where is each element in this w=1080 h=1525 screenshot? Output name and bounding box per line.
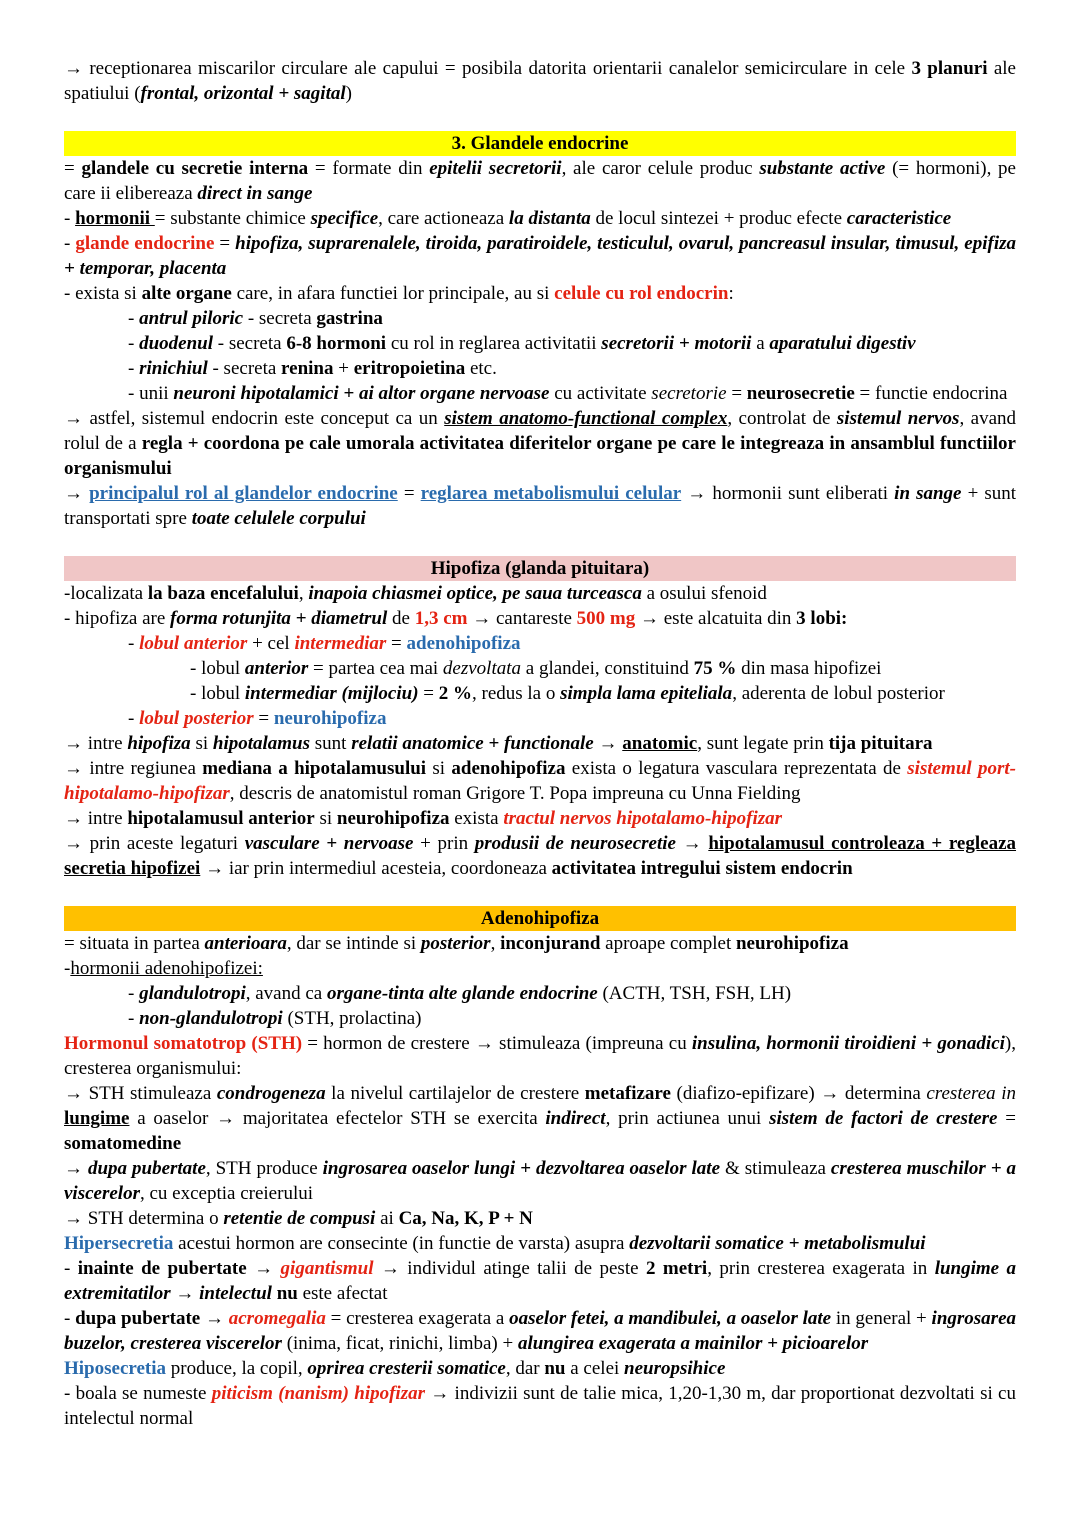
text-segment: → intre	[64, 733, 128, 754]
paragraph	[64, 631, 1016, 656]
text-segment: neuroni hipotalamici + ai altor organe nervoase	[173, 383, 550, 404]
paragraph	[64, 381, 1016, 406]
paragraph	[64, 806, 1016, 831]
text-segment: =	[397, 483, 421, 504]
text-segment: cu rol in reglarea activitatii	[386, 333, 602, 354]
text-segment: =	[386, 633, 407, 654]
text-segment: din masa hipofizei	[736, 658, 882, 679]
text-segment: → cantareste	[467, 608, 577, 629]
paragraph	[64, 1356, 1016, 1381]
paragraph	[64, 1206, 1016, 1231]
text-segment: relatii anatomice + functionale	[351, 733, 594, 754]
text-segment: gastrina	[316, 308, 383, 329]
text-segment: hormonii adenohipofizei:	[70, 958, 263, 979]
text-segment: ,	[298, 583, 309, 604]
text-segment: exista o legatura vasculara reprezentata de	[565, 758, 908, 779]
text-segment: →	[170, 1283, 200, 1304]
text-segment: de	[387, 608, 415, 629]
text-segment: la distanta	[508, 208, 591, 229]
text-segment: hipofiza	[127, 733, 191, 754]
text-segment: 2 %	[438, 683, 472, 704]
text-segment: (= hormoni), pe care ii elibereaza	[64, 158, 1016, 204]
text-segment: - boala se numeste	[64, 1383, 212, 1404]
text-segment: ,	[490, 933, 501, 954]
text-segment: +	[333, 358, 354, 379]
text-segment: 3 planuri	[911, 58, 988, 79]
text-segment: neuropsihice	[624, 1358, 726, 1379]
text-segment: =	[418, 683, 439, 704]
text-segment: =	[214, 233, 236, 254]
text-segment: epitelii secretorii	[429, 158, 562, 179]
text-segment: , dar se intinde si	[286, 933, 421, 954]
text-segment: antrul piloric	[139, 308, 244, 329]
text-segment: →	[64, 483, 90, 504]
text-segment: non-glandulotropi	[139, 1008, 283, 1029]
text-segment: metafizare	[584, 1083, 671, 1104]
text-segment: → receptionarea miscarilor circulare ale capului = posibila datorita orientarii canalelor semicirculare in cele	[64, 58, 912, 79]
paragraph	[64, 1156, 1016, 1206]
text-segment: cu activitate	[549, 383, 652, 404]
document-body	[64, 56, 1016, 1431]
text-segment: = formate din	[308, 158, 430, 179]
text-segment: → intre	[64, 808, 128, 829]
text-segment: →	[593, 733, 623, 754]
text-segment: tractul nervos hipotalamo-hipofizar	[503, 808, 783, 829]
text-segment: → individul atinge talii de peste	[373, 1258, 646, 1279]
paragraph	[64, 156, 1016, 206]
text-segment: , avand ca	[245, 983, 327, 1004]
text-segment: 75 %	[693, 658, 737, 679]
text-segment: Hipersecretia	[64, 1233, 174, 1254]
text-segment: inapoia chiasmei optice, pe saua turceasca	[308, 583, 642, 604]
text-segment: specifice	[310, 208, 379, 229]
text-segment: acromegalia	[228, 1308, 326, 1329]
text-segment: in sange	[894, 483, 962, 504]
text-segment: activitatea intregului sistem endocrin	[551, 858, 853, 879]
text-segment: anterior	[244, 658, 309, 679]
paragraph	[64, 681, 1016, 706]
text-segment: = functie endocrina	[854, 383, 1008, 404]
text-segment: glande endocrine	[75, 233, 215, 254]
text-segment: oprirea cresterii somatice	[307, 1358, 506, 1379]
text-segment: (diafizo-epifizare) → determina	[670, 1083, 927, 1104]
text-segment: neurosecretie	[746, 383, 855, 404]
text-segment: hipotalamusul controleaza + regleaza secretia hipofizei	[64, 833, 1017, 879]
text-segment: → intre regiunea	[64, 758, 203, 779]
paragraph	[64, 356, 1016, 381]
text-segment: principalul rol al glandelor endocrine	[89, 483, 398, 504]
text-segment: -	[128, 633, 140, 654]
text-segment: dezvoltata	[442, 658, 522, 679]
text-segment: + prin	[413, 833, 475, 854]
text-segment: (STH, prolactina)	[282, 1008, 422, 1029]
text-segment: = hormon de crestere → stimuleaza (impreuna cu	[302, 1033, 692, 1054]
text-segment: regla + coordona pe cale umorala activitatea diferitelor organe pe care le integreaza in ansamblul functiilor organismului	[64, 433, 1016, 479]
text-segment: -	[64, 208, 76, 229]
text-segment: - secreta	[243, 308, 317, 329]
text-segment: → astfel, sistemul endocrin este conceput ca un	[64, 408, 445, 429]
text-segment: + cel	[247, 633, 295, 654]
text-segment: , prin actiunea unui	[605, 1108, 770, 1129]
text-segment: hipotalamusul anterior	[127, 808, 315, 829]
text-segment: -	[128, 708, 140, 729]
text-segment: , STH produce	[205, 1158, 323, 1179]
text-segment: anterioara	[204, 933, 287, 954]
text-segment: rinichiul	[139, 358, 208, 379]
text-segment: , descris de anatomistul roman Grigore T. Popa impreuna cu Unna Fielding	[229, 783, 801, 804]
text-segment: glandulotropi	[139, 983, 246, 1004]
text-segment: →	[64, 1158, 88, 1179]
text-segment: , dar	[505, 1358, 545, 1379]
paragraph	[64, 656, 1016, 681]
text-segment: produce, la copil,	[166, 1358, 308, 1379]
text-segment: hormonii	[75, 208, 155, 229]
text-segment: si	[426, 758, 452, 779]
text-segment: , sunt legate prin	[697, 733, 829, 754]
text-segment: cresterea muschilor + a viscerelor	[64, 1158, 1017, 1204]
text-segment: mediana a hipotalamusului	[202, 758, 427, 779]
text-segment: , controlat de	[727, 408, 837, 429]
paragraph	[64, 331, 1016, 356]
paragraph	[64, 481, 1016, 531]
paragraph	[64, 1006, 1016, 1031]
text-segment: sistem anatomo-functional complex	[444, 408, 728, 429]
text-segment: 1,3 cm	[414, 608, 468, 629]
text-segment: cresterea in	[926, 1083, 1017, 1104]
text-segment: =	[253, 708, 274, 729]
text-segment: gigantismul	[280, 1258, 374, 1279]
text-segment: piticism (nanism) hipofizar	[211, 1383, 425, 1404]
text-segment: -	[64, 1308, 76, 1329]
text-segment: & stimuleaza	[720, 1158, 831, 1179]
text-segment: -	[64, 233, 76, 254]
text-segment: 6-8 hormoni	[286, 333, 387, 354]
text-segment: Hipofiza (glanda pituitara)	[430, 558, 650, 579]
text-segment: ), cresterea organismului:	[64, 1033, 1016, 1079]
paragraph	[64, 981, 1016, 1006]
text-segment: -	[128, 333, 140, 354]
text-segment: ingrosarea oaselor lungi + dezvoltarea oaselor late	[322, 1158, 721, 1179]
paragraph	[64, 756, 1016, 806]
text-segment: lungime a extremitatilor	[64, 1258, 1017, 1304]
text-segment: hipotalamus	[212, 733, 311, 754]
text-segment: 3. Glandele endocrine	[451, 133, 629, 154]
text-segment: renina	[281, 358, 334, 379]
text-segment: exista	[449, 808, 504, 829]
text-segment: 3 lobi:	[796, 608, 848, 629]
paragraph	[64, 581, 1016, 606]
text-segment: lobul anterior	[139, 633, 248, 654]
text-segment: Hormonul somatotrop (STH)	[64, 1033, 303, 1054]
paragraph	[64, 281, 1016, 306]
text-segment: - hipofiza are	[64, 608, 171, 629]
text-segment: → STH determina o	[64, 1208, 224, 1229]
text-segment: , redus la o	[472, 683, 561, 704]
text-segment: tija pituitara	[828, 733, 933, 754]
text-segment: indirect	[545, 1108, 606, 1129]
heading-glandele-endocrine	[64, 131, 1016, 156]
paragraph	[64, 731, 1016, 756]
text-segment: = substante chimice	[154, 208, 311, 229]
paragraph	[64, 1031, 1016, 1081]
text-segment: adenohipofiza	[451, 758, 566, 779]
text-segment: alungirea exagerata a mainilor + picioarelor	[517, 1333, 869, 1354]
text-segment: dupa pubertate	[75, 1308, 201, 1329]
paragraph	[64, 1306, 1016, 1356]
text-segment: simpla lama epiteliala	[560, 683, 733, 704]
heading-adenohipofiza	[64, 906, 1016, 931]
text-segment: retentie de compusi	[223, 1208, 376, 1229]
text-segment: intelectul	[199, 1283, 272, 1304]
text-segment: la nivelul cartilajelor de crestere	[325, 1083, 585, 1104]
text-segment: = situata in partea	[64, 933, 205, 954]
text-segment: glandele cu secretie interna	[81, 158, 309, 179]
text-segment: toate celulele corpului	[191, 508, 366, 529]
text-segment: a osului sfenoid	[641, 583, 767, 604]
text-segment: este afectat	[297, 1283, 388, 1304]
text-segment: →	[675, 833, 709, 854]
text-segment: forma rotunjita + diametrul	[170, 608, 388, 629]
text-segment: (ACTH, TSH, FSH, LH)	[597, 983, 792, 1004]
paragraph	[64, 931, 1016, 956]
text-segment: nu	[276, 1283, 298, 1304]
text-segment: )	[345, 83, 352, 104]
text-segment: sistemul nervos	[836, 408, 960, 429]
text-segment: , ale caror celule produc	[561, 158, 760, 179]
text-segment: secretorii + motorii	[601, 333, 752, 354]
text-segment: si	[190, 733, 213, 754]
text-segment: aparatului digestiv	[769, 333, 916, 354]
text-segment: aproape complet	[600, 933, 736, 954]
text-segment: celule cu rol endocrin	[554, 283, 729, 304]
text-segment: in general +	[831, 1308, 932, 1329]
text-segment: de locul sintezei + produc efecte	[590, 208, 847, 229]
text-segment: =	[726, 383, 747, 404]
text-segment: - secreta	[207, 358, 282, 379]
text-segment: - lobul	[190, 683, 245, 704]
text-segment: 500 mg	[576, 608, 636, 629]
text-segment: Adenohipofiza	[480, 908, 600, 929]
text-segment: - secreta	[213, 333, 287, 354]
text-segment: neurohipofiza	[735, 933, 849, 954]
text-segment: somatomedine	[64, 1133, 182, 1154]
text-segment: alte organe	[141, 283, 232, 304]
text-segment: oaselor fetei, a mandibulei, a oaselor late	[509, 1308, 832, 1329]
text-segment: intermediar (mijlociu)	[244, 683, 419, 704]
text-segment: substante active	[759, 158, 886, 179]
paragraph	[64, 1231, 1016, 1256]
paragraph	[64, 706, 1016, 731]
intro-paragraph	[64, 56, 1016, 106]
text-segment: → indivizii sunt de talie mica, 1,20-1,30 m, dar proportionat dezvoltati si cu intelectul normal	[64, 1383, 1016, 1429]
text-segment: sistemul port-hipotalamo-hipofizar	[64, 758, 1017, 804]
text-segment: acestui hormon are consecinte (in functie de varsta) asupra	[173, 1233, 630, 1254]
text-segment: → este alcatuita din	[635, 608, 797, 629]
text-segment: ai	[375, 1208, 399, 1229]
paragraph	[64, 956, 1016, 981]
text-segment: inainte de pubertate	[77, 1258, 247, 1279]
text-segment: , avand rolul de a	[64, 408, 1017, 454]
paragraph	[64, 1256, 1016, 1306]
text-segment: hipofiza, suprarenalele, tiroida, paratiroidele, testiculul, ovarul, pancreasul insular, timusul, epifiza + temporar, placenta	[64, 233, 1017, 279]
text-segment: Ca, Na, K, P + N	[398, 1208, 533, 1229]
text-segment: , cu exceptia creierului	[139, 1183, 313, 1204]
text-segment: frontal, orizontal + sagital	[140, 83, 346, 104]
text-segment: - exista si	[64, 283, 142, 304]
text-segment: -	[64, 1258, 78, 1279]
paragraph	[64, 406, 1016, 481]
text-segment: -	[128, 308, 140, 329]
paragraph	[64, 206, 1016, 231]
text-segment: + sunt transportati spre	[64, 483, 1017, 529]
text-segment: neurohipofiza	[336, 808, 450, 829]
text-segment: intermediar	[294, 633, 387, 654]
paragraph	[64, 831, 1016, 881]
text-segment: si	[314, 808, 337, 829]
text-segment: -	[128, 1008, 140, 1029]
text-segment: - unii	[128, 383, 174, 404]
text-segment: neurohipofiza	[273, 708, 387, 729]
text-segment: produsii de neurosecretie	[474, 833, 676, 854]
text-segment: eritropoietina	[353, 358, 466, 379]
text-segment: lungime	[64, 1108, 130, 1129]
text-segment: :	[728, 283, 734, 304]
text-segment: caracteristice	[846, 208, 952, 229]
text-segment: , prin cresterea exagerata in	[707, 1258, 935, 1279]
text-segment: a glandei, constituind	[521, 658, 694, 679]
text-segment: , care actioneaza	[378, 208, 509, 229]
text-segment: a oaselor → majoritatea efectelor STH se exercita	[129, 1108, 546, 1129]
text-segment: posterior	[420, 933, 491, 954]
text-segment: la baza encefalului	[147, 583, 299, 604]
text-segment: nu	[544, 1358, 566, 1379]
text-segment: ale spatiului (	[64, 58, 1016, 104]
paragraph	[64, 1381, 1016, 1431]
text-segment: →	[246, 1258, 281, 1279]
text-segment: sistem de factori de crestere	[769, 1108, 998, 1129]
text-segment: etc.	[465, 358, 497, 379]
text-segment: → iar prin intermediul acesteia, coordoneaza	[200, 858, 552, 879]
text-segment: duodenul	[139, 333, 213, 354]
text-segment: → prin aceste legaturi	[64, 833, 245, 854]
text-segment: - lobul	[190, 658, 245, 679]
text-segment: inconjurand	[500, 933, 601, 954]
text-segment: lobul posterior	[139, 708, 254, 729]
text-segment: → hormonii sunt eliberati	[681, 483, 895, 504]
text-segment: -	[128, 358, 140, 379]
paragraph	[64, 1081, 1016, 1156]
text-segment: -	[128, 983, 140, 1004]
heading-hipofiza	[64, 556, 1016, 581]
text-segment: →	[200, 1308, 229, 1329]
text-segment: vasculare + nervoase	[244, 833, 414, 854]
text-segment: = partea cea mai	[308, 658, 443, 679]
text-segment: reglarea metabolismului celular	[420, 483, 682, 504]
text-segment: a	[751, 333, 770, 354]
text-segment: ingrosarea buzelor, cresterea viscerelor	[64, 1308, 1017, 1354]
text-segment: , aderenta de lobul posterior	[732, 683, 945, 704]
text-segment: direct in sange	[197, 183, 313, 204]
text-segment: adenohipofiza	[406, 633, 521, 654]
text-segment: dupa pubertate	[87, 1158, 206, 1179]
text-segment: = cresterea exagerata a	[325, 1308, 510, 1329]
text-segment: =	[64, 158, 82, 179]
text-segment: organe-tinta alte glande endocrine	[326, 983, 598, 1004]
text-segment: dezvoltarii somatice + metabolismului	[629, 1233, 926, 1254]
text-segment: a celei	[565, 1358, 625, 1379]
text-segment: → STH stimuleaza	[64, 1083, 217, 1104]
text-segment: condrogeneza	[216, 1083, 326, 1104]
text-segment: =	[997, 1108, 1016, 1129]
text-segment: insulina, hormonii tiroidieni + gonadici	[691, 1033, 1005, 1054]
text-segment: Hiposecretia	[64, 1358, 167, 1379]
paragraph	[64, 606, 1016, 631]
text-segment: -	[64, 958, 71, 979]
text-segment: -localizata	[64, 583, 148, 604]
text-segment: secretorie	[651, 383, 727, 404]
paragraph	[64, 231, 1016, 281]
text-segment: care, in afara functiei lor principale, au si	[231, 283, 555, 304]
text-segment: sunt	[310, 733, 352, 754]
text-segment: anatomic	[622, 733, 698, 754]
text-segment: (inima, ficat, rinichi, limba) +	[281, 1333, 518, 1354]
paragraph	[64, 306, 1016, 331]
text-segment: 2 metri	[645, 1258, 708, 1279]
